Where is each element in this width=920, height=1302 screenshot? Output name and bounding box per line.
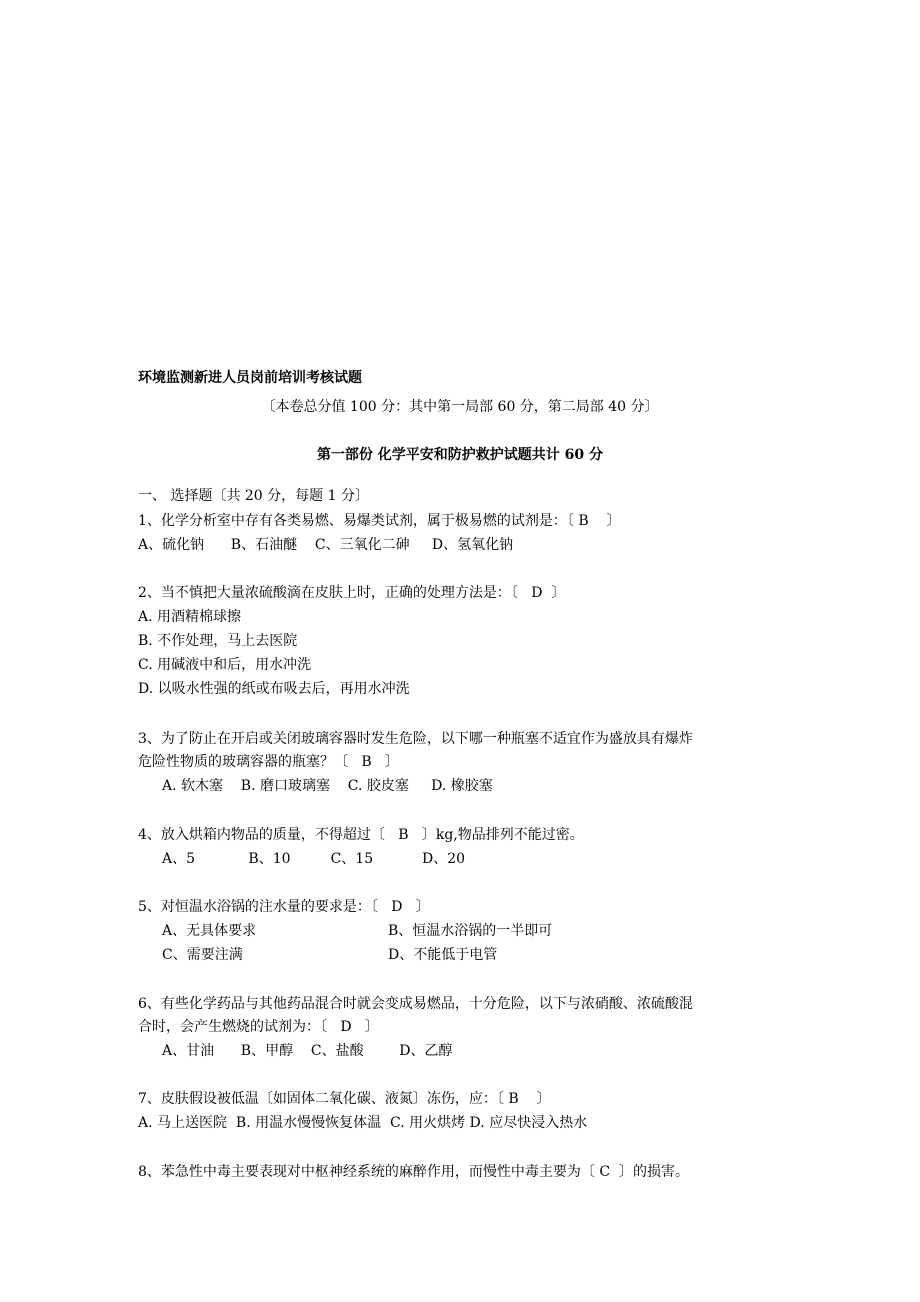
exam-subtitle: 〔本卷总分值 100 分：其中第一局部 60 分，第二局部 40 分〕 [261,399,659,415]
question-4-options: A、5 B、10 C、15 D、20 [162,851,466,867]
question-6-options: A、甘油 B、甲醇 C、盐酸 D、乙醇 [162,1043,453,1059]
part1-heading: 第一部份 化学平安和防护救护试题共计 60 分 [316,447,604,463]
question-2-option-d: D. 以吸水性强的纸或布吸去后，再用水冲洗 [138,681,410,697]
question-3-stem-line2: 危险性物质的玻璃容器的瓶塞？〔 B 〕 [138,754,399,770]
section-title: 一、 选择题〔共 20 分，每题 1 分〕 [138,488,369,504]
question-3-stem-line1: 3、为了防止在开启或关闭玻璃容器时发生危险，以下哪一种瓶塞不适宜作为盛放具有爆炸 [138,731,693,747]
question-7-options: A. 马上送医院 B. 用温水慢慢恢复体温 C. 用火烘烤 D. 应尽快浸入热水 [138,1115,588,1131]
question-5-stem: 5、对恒温水浴锅的注水量的要求是：〔 D 〕 [138,899,430,915]
question-2-stem: 2、当不慎把大量浓硫酸滴在皮肤上时，正确的处理方法是：〔 D 〕 [138,585,566,601]
question-2-option-c: C. 用碱液中和后，用水冲洗 [138,657,312,673]
question-6-stem-line1: 6、有些化学药品与其他药品混合时就会变成易燃品，十分危险，以下与浓硝酸、浓硫酸混 [138,996,693,1012]
question-7-stem: 7、皮肤假设被低温〔如固体二氧化碳、液氮〕冻伤，应：〔 B 〕 [138,1091,551,1107]
question-6-stem-line2: 合时，会产生燃烧的试剂为：〔 D 〕 [138,1019,379,1035]
question-1-options: A、硫化钠 B、石油醚 C、三氧化二砷 D、氢氧化钠 [138,537,514,553]
question-5-option-d: D、不能低于电管 [388,947,498,963]
question-2-option-b: B. 不作处理，马上去医院 [138,633,298,649]
exam-title: 环境监测新进人员岗前培训考核试题 [138,370,362,386]
question-5-option-a: A、无具体要求 [162,923,257,939]
question-3-options: A. 软木塞 B. 磨口玻璃塞 C. 胶皮塞 D. 橡胶塞 [162,778,493,794]
question-8-stem: 8、苯急性中毒主要表现对中枢神经系统的麻醉作用，而慢性中毒主要为〔 C 〕的损害。 [138,1164,689,1180]
question-4-stem: 4、放入烘箱内物品的质量，不得超过〔 B 〕kg,物品排列不能过密。 [138,827,584,843]
question-5-option-b: B、恒温水浴锅的一半即可 [388,923,553,939]
question-1-stem: 1、化学分析室中存有各类易燃、易爆类试剂，属于极易燃的试剂是：〔 B 〕 [138,513,621,529]
question-2-option-a: A. 用酒精棉球擦 [138,609,242,625]
question-5-option-c: C、需要注满 [162,947,243,963]
